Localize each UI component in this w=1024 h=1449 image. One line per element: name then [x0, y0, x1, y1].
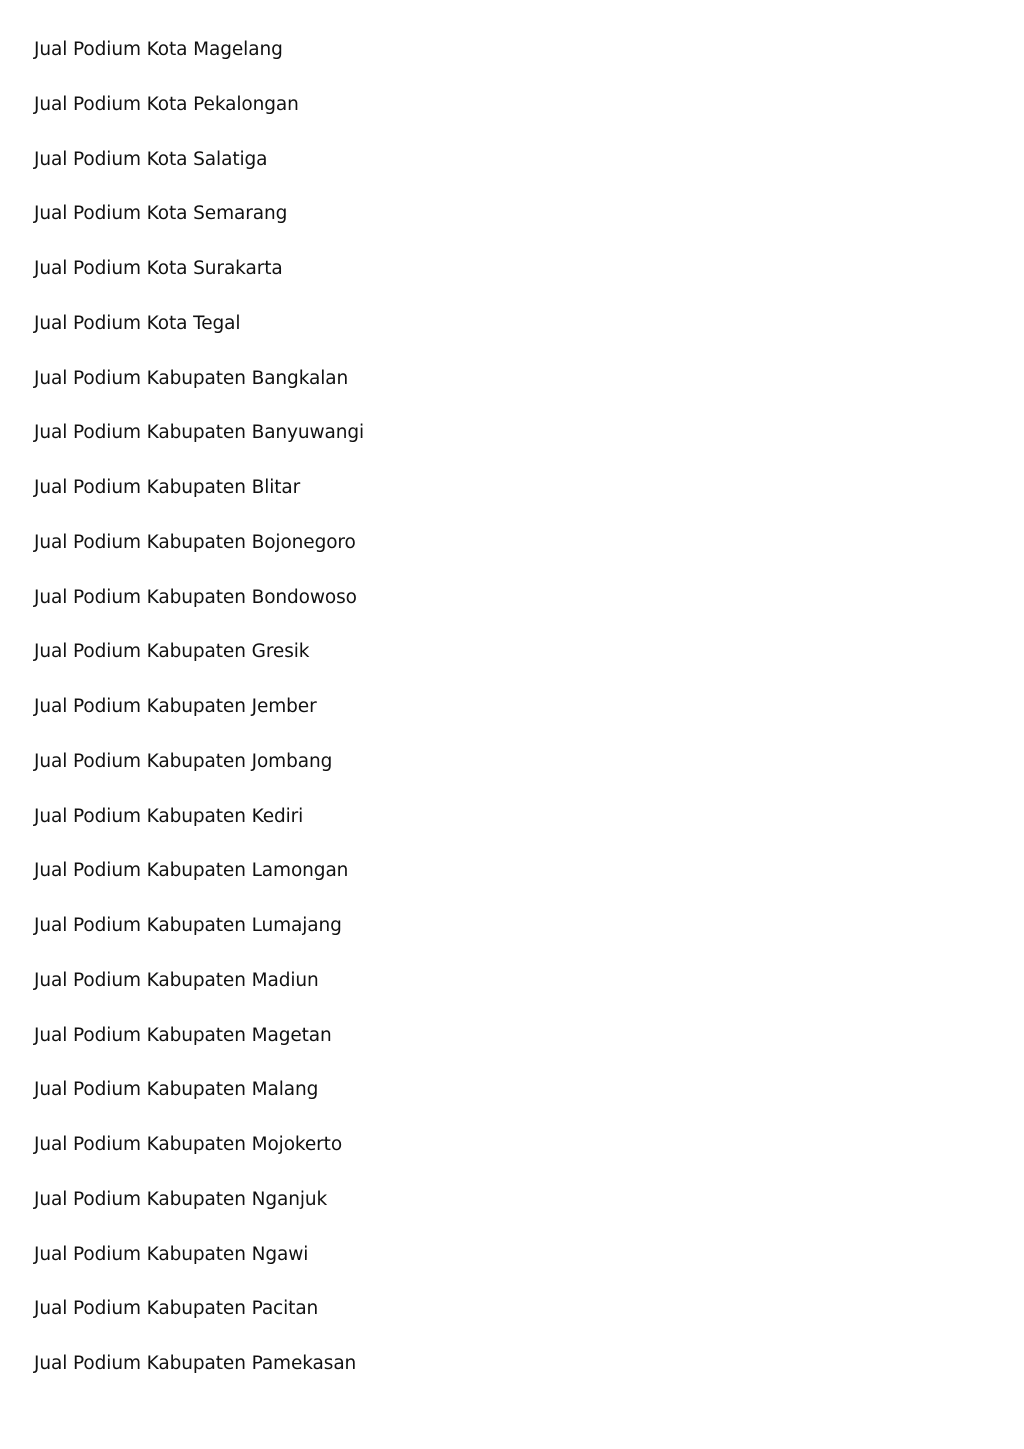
location-link[interactable]: Jual Podium Kabupaten Ngawi — [34, 1243, 309, 1265]
list-item — [34, 1076, 364, 1131]
location-link[interactable]: Jual Podium Kota Pekalongan — [34, 93, 299, 115]
list-item — [34, 1186, 364, 1241]
list-item — [34, 803, 364, 858]
list-item — [34, 693, 364, 748]
list-item — [34, 146, 364, 201]
location-link[interactable]: Jual Podium Kota Semarang — [34, 203, 288, 225]
location-link[interactable]: Jual Podium Kabupaten Jombang — [34, 750, 333, 772]
list-item — [34, 748, 364, 803]
list-item — [34, 1022, 364, 1077]
list-item — [34, 857, 364, 912]
list-item — [34, 419, 364, 474]
list-item — [34, 200, 364, 255]
location-link[interactable]: Jual Podium Kabupaten Nganjuk — [34, 1188, 328, 1210]
list-item — [34, 912, 364, 967]
location-link[interactable]: Jual Podium Kota Surakarta — [34, 258, 283, 279]
list-item — [34, 91, 364, 146]
list-item — [34, 36, 364, 91]
location-link[interactable]: Jual Podium Kabupaten Mojokerto — [34, 1134, 343, 1155]
list-item — [34, 1295, 364, 1350]
list-item — [34, 638, 364, 693]
location-link[interactable]: Jual Podium Kabupaten Magetan — [34, 1024, 332, 1046]
list-item — [34, 1131, 364, 1186]
list-item — [34, 365, 364, 420]
location-link[interactable]: Jual Podium Kabupaten Bojonegoro — [34, 531, 356, 553]
location-link-list — [34, 36, 364, 1405]
location-link[interactable]: Jual Podium Kota Salatiga — [34, 148, 268, 170]
location-link[interactable]: Jual Podium Kabupaten Jember — [34, 696, 317, 717]
location-link[interactable]: Jual Podium Kota Tegal — [34, 312, 241, 334]
list-item — [34, 474, 364, 529]
location-link[interactable]: Jual Podium Kabupaten Kediri — [34, 805, 304, 827]
location-link[interactable]: Jual Podium Kabupaten Madiun — [34, 969, 319, 991]
location-link[interactable]: Jual Podium Kabupaten Malang — [34, 1079, 319, 1101]
list-item — [34, 529, 364, 584]
list-item — [34, 1241, 364, 1296]
list-item — [34, 1350, 364, 1405]
location-link[interactable]: Jual Podium Kabupaten Pacitan — [34, 1298, 319, 1320]
location-link[interactable]: Jual Podium Kabupaten Pamekasan — [34, 1353, 357, 1374]
list-item — [34, 255, 364, 310]
location-link[interactable]: Jual Podium Kabupaten Bondowoso — [34, 586, 357, 608]
list-item — [34, 584, 364, 639]
location-link[interactable]: Jual Podium Kabupaten Banyuwangi — [34, 422, 365, 444]
location-link[interactable]: Jual Podium Kabupaten Blitar — [34, 477, 301, 498]
location-link[interactable]: Jual Podium Kabupaten Lumajang — [34, 915, 342, 936]
list-item — [34, 967, 364, 1022]
list-item — [34, 310, 364, 365]
location-link[interactable]: Jual Podium Kota Magelang — [34, 39, 283, 60]
location-link[interactable]: Jual Podium Kabupaten Bangkalan — [34, 367, 349, 389]
location-link[interactable]: Jual Podium Kabupaten Gresik — [34, 641, 310, 663]
location-link[interactable]: Jual Podium Kabupaten Lamongan — [34, 860, 349, 882]
